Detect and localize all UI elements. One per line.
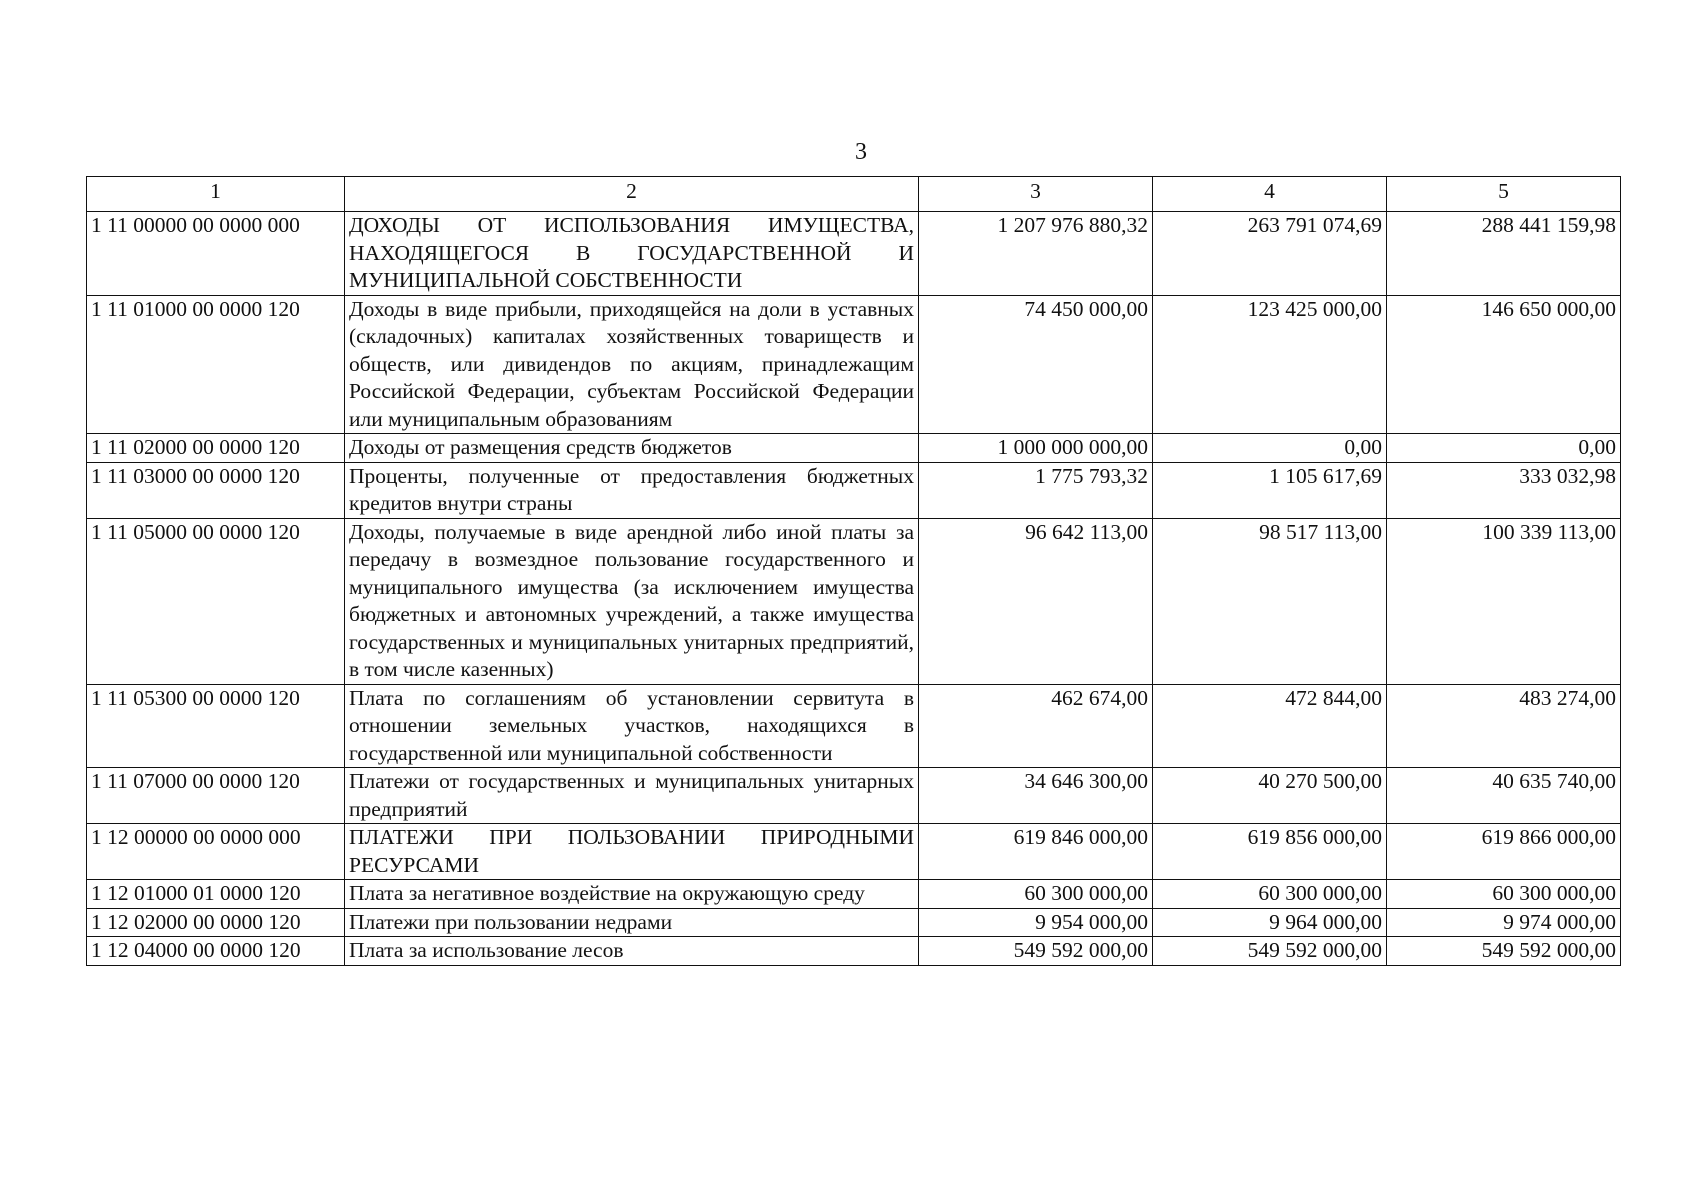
row-code: 1 11 05000 00 0000 120 (87, 518, 345, 684)
header-col-2: 2 (345, 177, 919, 212)
row-code: 1 11 01000 00 0000 120 (87, 295, 345, 434)
row-value-4: 0,00 (1153, 434, 1387, 463)
row-name: Платежи от государственных и муниципальных унитарных предприятий (345, 768, 919, 824)
table-header (87, 177, 1621, 212)
row-value-3: 549 592 000,00 (919, 937, 1153, 966)
table-row (87, 684, 1621, 768)
page-number-text: 3 (855, 139, 867, 165)
row-value-5: 40 635 740,00 (1387, 768, 1621, 824)
row-code: 1 11 07000 00 0000 120 (87, 768, 345, 824)
row-code: 1 12 02000 00 0000 120 (87, 908, 345, 937)
row-name: ПЛАТЕЖИ ПРИ ПОЛЬЗОВАНИИ ПРИРОДНЫМИ РЕСУРСАМИ (345, 824, 919, 880)
row-name: Плата за негативное воздействие на окружающую среду (345, 880, 919, 909)
table-row (87, 434, 1621, 463)
row-value-4: 549 592 000,00 (1153, 937, 1387, 966)
row-value-5: 333 032,98 (1387, 462, 1621, 518)
row-value-3: 60 300 000,00 (919, 880, 1153, 909)
row-value-4: 472 844,00 (1153, 684, 1387, 768)
row-value-5: 549 592 000,00 (1387, 937, 1621, 966)
row-value-5: 146 650 000,00 (1387, 295, 1621, 434)
row-name: Доходы в виде прибыли, приходящейся на доли в уставных (складочных) капиталах хозяйственных товариществ и обществ, или дивидендов по акциям, принадлежащим Российской Федерации, субъектам Российской Федерации или муниципальным образованиям (345, 295, 919, 434)
table-row (87, 824, 1621, 880)
row-value-5: 100 339 113,00 (1387, 518, 1621, 684)
row-value-3: 9 954 000,00 (919, 908, 1153, 937)
row-name: Плата по соглашениям об установлении сервитута в отношении земельных участков, находящихся в государственной или муниципальной собственности (345, 684, 919, 768)
row-value-3: 34 646 300,00 (919, 768, 1153, 824)
row-value-5: 483 274,00 (1387, 684, 1621, 768)
row-name: Платежи при пользовании недрами (345, 908, 919, 937)
row-value-3: 619 846 000,00 (919, 824, 1153, 880)
row-value-4: 98 517 113,00 (1153, 518, 1387, 684)
row-value-3: 74 450 000,00 (919, 295, 1153, 434)
page-number (0, 140, 1698, 164)
row-value-5: 619 866 000,00 (1387, 824, 1621, 880)
row-value-4: 1 105 617,69 (1153, 462, 1387, 518)
row-value-4: 123 425 000,00 (1153, 295, 1387, 434)
row-value-5: 60 300 000,00 (1387, 880, 1621, 909)
header-row (87, 177, 1621, 212)
row-name: ДОХОДЫ ОТ ИСПОЛЬЗОВАНИЯ ИМУЩЕСТВА, НАХОДЯЩЕГОСЯ В ГОСУДАРСТВЕННОЙ И МУНИЦИПАЛЬНОЙ СОБСТВЕННОСТИ (345, 212, 919, 296)
row-value-5: 288 441 159,98 (1387, 212, 1621, 296)
row-value-4: 60 300 000,00 (1153, 880, 1387, 909)
row-name: Доходы, получаемые в виде арендной либо иной платы за передачу в возмездное пользование государственного и муниципального имущества (за исключением имущества бюджетных и автономных учреждений, а также имущества государственных и муниципальных унитарных предприятий, в том числе казенных) (345, 518, 919, 684)
row-value-4: 40 270 500,00 (1153, 768, 1387, 824)
row-code: 1 11 05300 00 0000 120 (87, 684, 345, 768)
header-col-3: 3 (919, 177, 1153, 212)
header-col-4: 4 (1153, 177, 1387, 212)
table-row (87, 212, 1621, 296)
table-row (87, 462, 1621, 518)
revenue-table (86, 176, 1621, 966)
row-value-4: 9 964 000,00 (1153, 908, 1387, 937)
header-col-5: 5 (1387, 177, 1621, 212)
table-row (87, 518, 1621, 684)
row-value-5: 9 974 000,00 (1387, 908, 1621, 937)
row-value-3: 462 674,00 (919, 684, 1153, 768)
row-value-4: 263 791 074,69 (1153, 212, 1387, 296)
table-row (87, 768, 1621, 824)
table-row (87, 880, 1621, 909)
table-row (87, 937, 1621, 966)
row-value-3: 1 775 793,32 (919, 462, 1153, 518)
row-code: 1 11 00000 00 0000 000 (87, 212, 345, 296)
row-name: Плата за использование лесов (345, 937, 919, 966)
table-row (87, 908, 1621, 937)
row-name: Доходы от размещения средств бюджетов (345, 434, 919, 463)
row-name: Проценты, полученные от предоставления бюджетных кредитов внутри страны (345, 462, 919, 518)
row-code: 1 12 01000 01 0000 120 (87, 880, 345, 909)
row-code: 1 12 00000 00 0000 000 (87, 824, 345, 880)
table-row (87, 295, 1621, 434)
row-code: 1 12 04000 00 0000 120 (87, 937, 345, 966)
row-value-3: 1 207 976 880,32 (919, 212, 1153, 296)
row-value-4: 619 856 000,00 (1153, 824, 1387, 880)
row-value-5: 0,00 (1387, 434, 1621, 463)
row-value-3: 96 642 113,00 (919, 518, 1153, 684)
row-value-3: 1 000 000 000,00 (919, 434, 1153, 463)
row-code: 1 11 03000 00 0000 120 (87, 462, 345, 518)
row-code: 1 11 02000 00 0000 120 (87, 434, 345, 463)
header-col-1: 1 (87, 177, 345, 212)
